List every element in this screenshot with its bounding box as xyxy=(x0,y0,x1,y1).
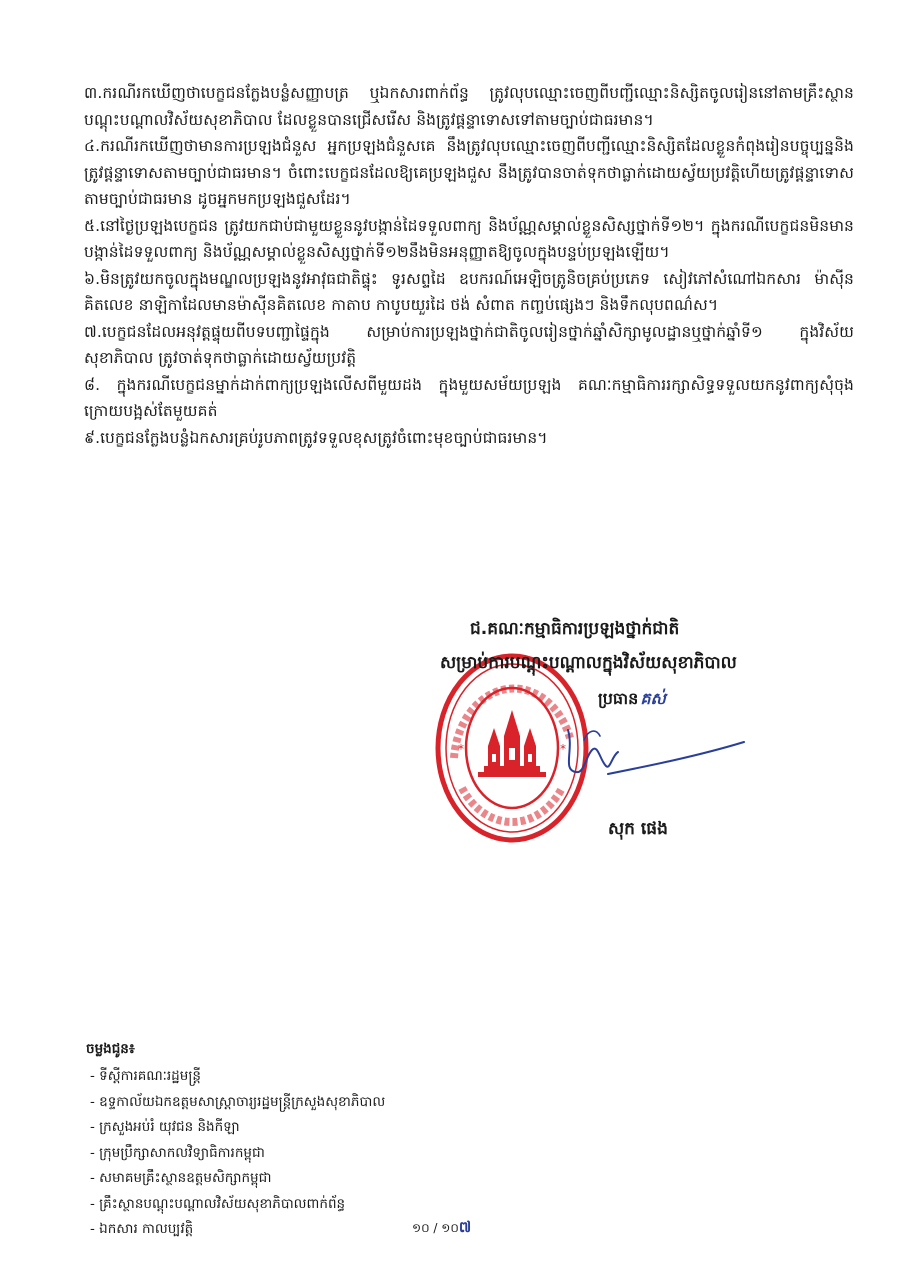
svg-text:*: * xyxy=(458,742,464,756)
copy-to-list xyxy=(86,1064,686,1243)
list-item: - ឧទ្ទកាល័យឯកឧត្តមសាស្ត្រាចារ្យរដ្ឋមន្ត្រីក្រសួងសុខាភិបាល xyxy=(90,1093,386,1110)
list-item: - ឯកសារ កាលប្បវត្តិ xyxy=(90,1221,194,1237)
clause-9: ៩.បេក្ខជនក្លែងបន្លំឯកសារគ្រប់រូបភាពត្រូវទទួលខុសត្រូវចំពោះមុខច្បាប់ជាធរមាន។ xyxy=(84,428,548,447)
handwritten-initials: គស់ xyxy=(640,689,666,708)
signer-name: សុក ផេង xyxy=(608,819,668,839)
handwritten-signature xyxy=(548,700,748,790)
list-item: - សមាគមគ្រឹះស្ថានឧត្តមសិក្សាកម្ពុជា xyxy=(90,1170,272,1186)
handwritten-page-mark: ៧ xyxy=(458,1218,472,1236)
list-item: - ទីស្តីការគណៈរដ្ឋមន្ត្រី xyxy=(90,1068,201,1084)
list-item: - ក្រសួងអប់រំ យុវជន និងកីឡា xyxy=(90,1119,240,1135)
list-item: - ក្រុមប្រឹក្សាសាកលវិទ្យាធិការកម្ពុជា xyxy=(90,1144,265,1161)
clause-4: ៤.ករណីរកឃើញថាមានការប្រឡងជំនួស អ្នកប្រឡងជំនួសគេ នឹងត្រូវលុបឈ្មោះចេញពីបញ្ជីឈ្មោះនិស្សិតដែលខ្លួនកំពុងរៀនបច្ចុប្បន្ននិងត្រូវផ្តន្ទាទោសតាមច្បាប់ជាធរមាន។ ចំពោះបេក្ខជនដែលឱ្យគេប្រឡងជួស នឹងត្រូវបានចាត់ទុកថាធ្លាក់ដោយស្វ័យប្រវត្តិហើយត្រូវផ្តន្ទាទោសតាមច្បាប់ជាធរមាន ដូចអ្នកមកប្រឡងជួសដែរ។ xyxy=(84,137,854,208)
signatory-title-text: ប្រធាន xyxy=(598,689,639,708)
clause-8: ៨. ក្នុងករណីបេក្ខជនម្នាក់ដាក់ពាក្យប្រឡងលើសពីមួយដង ក្នុងមួយសម័យប្រឡង គណៈកម្មាធិការរក្សាសិទ្ធទទួលយកនូវពាក្យសុំចុងក្រោយបង្អស់តែមួយគត់ xyxy=(84,375,854,420)
copy-to-section xyxy=(86,1038,686,1243)
page-number xyxy=(412,1218,471,1240)
clause-7: ៧.បេក្ខជនដែលអនុវត្តផ្ទុយពីបទបញ្ជាផ្ទៃក្នុង សម្រាប់ការប្រឡងថ្នាក់ជាតិចូលរៀនថ្នាក់ឆ្នាំសិក្សាមូលដ្ឋានឬថ្នាក់ឆ្នាំទី១ ក្នុងវិស័យសុខាភិបាល ត្រូវចាត់ទុកថាធ្លាក់ដោយស្វ័យប្រវត្តិ xyxy=(84,322,854,367)
clause-3: ៣.ករណីរកឃើញថាបេក្ខជនក្លែងបន្លំសញ្ញាបត្រ ឬឯកសារពាក់ព័ន្ធ ត្រូវលុបឈ្មោះចេញពីបញ្ជីឈ្មោះនិស្សិតចូលរៀននៅតាមគ្រឹះស្ថានបណ្តុះបណ្តាលវិស័យសុខាភិបាល ដែលខ្លួនបានជ្រើសរើស និងត្រូវផ្តន្ទាទោសទៅតាមច្បាប់ជាធរមាន។ xyxy=(84,84,854,129)
signatory-organization-line2: សម្រាប់ការបណ្តុះបណ្តាលក្នុងវិស័យសុខាភិបាល xyxy=(440,653,737,673)
svg-text:*: * xyxy=(560,742,566,756)
page-number-text: ១០ / ១០ xyxy=(412,1221,459,1235)
clause-6: ៦.មិនត្រូវយកចូលក្នុងមណ្ឌលប្រឡងនូវអាវុធជាតិផ្ទុះ ទូរសព្ទដៃ ឧបករណ៍អេឡិចត្រូនិចគ្រប់ប្រភេទ សៀវភៅសំណៅឯកសារ ម៉ាស៊ីនគិតលេខ នាឡិកាដែលមានម៉ាស៊ីនគិតលេខ កាតាប កាបូបយួរដៃ ថង់ សំពាត កញ្ចប់ផ្សេងៗ និងទឹកលុបពណ៌ស។ xyxy=(84,269,854,314)
list-item: - គ្រឹះស្ថានបណ្តុះបណ្តាលវិស័យសុខាភិបាលពាក់ព័ន្ធ xyxy=(90,1195,346,1212)
copy-to-title: ចម្លងជូន៖ xyxy=(86,1041,135,1057)
signatory-title xyxy=(598,688,666,712)
regulation-clauses xyxy=(84,80,854,451)
signatory-organization: ជ.គណៈកម្មាធិការប្រឡងថ្នាក់ជាតិ xyxy=(470,619,680,639)
clause-5: ៥.នៅថ្ងៃប្រឡងបេក្ខជន ត្រូវយកជាប់ជាមួយខ្លួននូវបង្កាន់ដៃទទួលពាក្យ និងប័ណ្ណសម្គាល់ខ្លួនសិស្សថ្នាក់ទី១២។ ក្នុងករណីបេក្ខជនមិនមានបង្កាន់ដៃទទួលពាក្យ និងប័ណ្ណសម្គាល់ខ្លួនសិស្សថ្នាក់ទី១២នឹងមិនអនុញ្ញាតឱ្យចូលក្នុងបន្ទប់ប្រឡងឡើយ។ xyxy=(84,216,854,261)
